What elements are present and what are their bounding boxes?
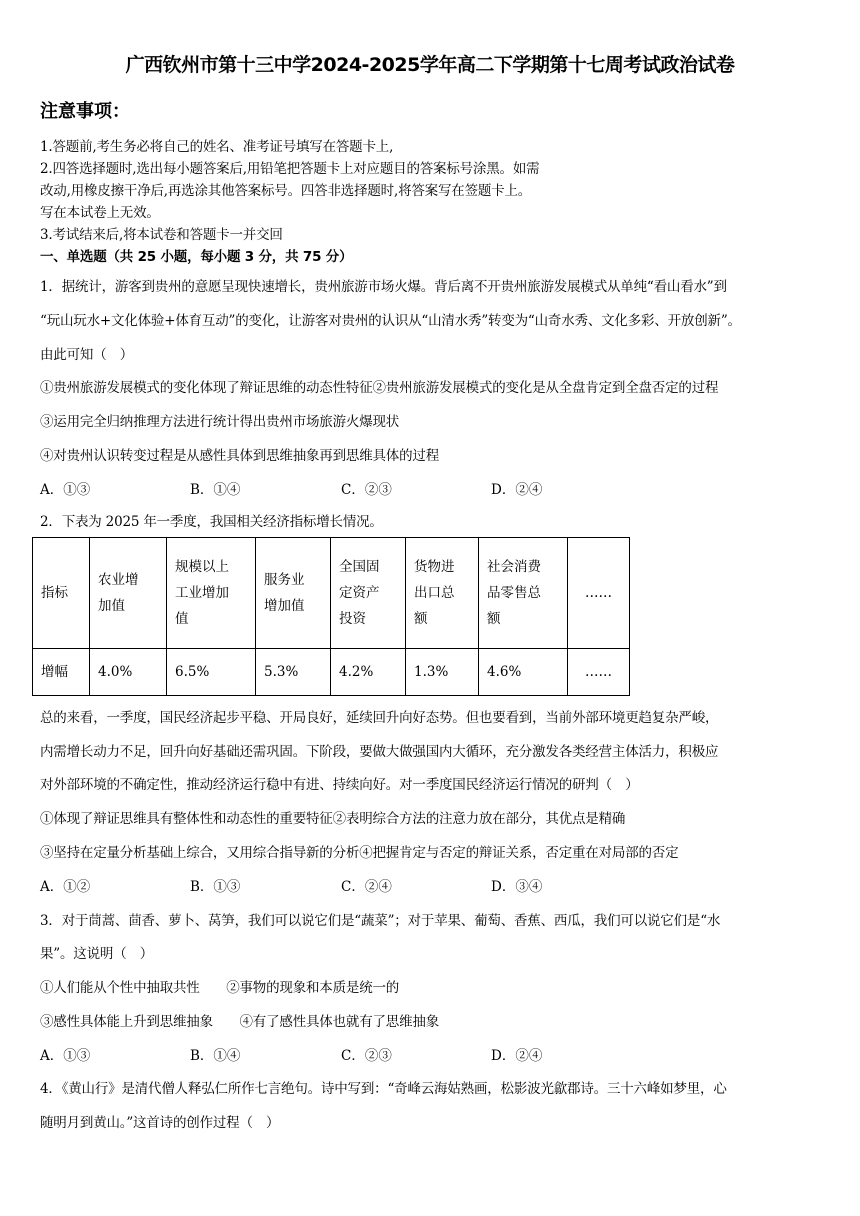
option-d[interactable]: D．③④: [491, 879, 543, 895]
q2-intro: 2．下表为 2025 年一季度，我国相关经济指标增长情况。: [40, 514, 383, 530]
notice-line: 2.四答选择题时,选出每小题答案后,用铅笔把答题卡上对应题目的答案标号涂黑。如需: [40, 161, 540, 177]
table-cell: 1.3%: [406, 649, 479, 696]
q1-statement: ③运用完全归纳推理方法进行统计得出贵州市场旅游火爆现状: [40, 414, 400, 430]
q2-statement: ③坚持在定量分析基础上综合，又用综合指导新的分析④把握肯定与否定的辩证关系，否定重在对局部的否定: [40, 845, 679, 861]
table-cell: 4.2%: [331, 649, 406, 696]
q4-stem-line: 4．《黄山行》是清代僧人释弘仁所作七言绝句。诗中写到：“奇峰云海姑熟画，松影波光歙郡诗。三十六峰如梦里，心: [40, 1081, 727, 1097]
q1-statement: ①贵州旅游发展模式的变化体现了辩证思维的动态性特征②贵州旅游发展模式的变化是从全盘肯定到全盘否定的过程: [40, 380, 719, 396]
q2-stem-line: 对外部环境的不确定性，推动经济运行稳中有进、持续向好。对一季度国民经济运行情况的研判（ ）: [40, 777, 639, 793]
table-cell: ……: [568, 649, 630, 696]
option-a[interactable]: A．①③: [40, 482, 91, 498]
option-b[interactable]: B．①④: [190, 482, 241, 498]
notice-line: 改动,用橡皮擦干净后,再选涂其他答案标号。四答非选择题时,将答案写在签题卡上。: [40, 183, 532, 199]
table-header-cell: 社会消费 品零售总 额: [479, 538, 568, 649]
q2-stem-line: 内需增长动力不足，回升向好基础还需巩固。下阶段，要做大做强国内大循环，充分激发各类经营主体活力，积极应: [40, 744, 719, 760]
option-c[interactable]: C．②③: [341, 482, 392, 498]
q3-stem-line: 3．对于茼蒿、茴香、萝卜、莴笋，我们可以说它们是“蔬菜”；对于苹果、葡萄、香蕉、西瓜，我们可以说它们是“水: [40, 913, 721, 929]
option-d[interactable]: D．②④: [491, 482, 543, 498]
table-header-cell: 农业增 加值: [90, 538, 167, 649]
q3-statement: ③感性具体能上升到思维抽象 ④有了感性具体也就有了思维抽象: [40, 1014, 439, 1030]
notice-line: 3.考试结来后,将本试卷和答题卡一并交回: [40, 227, 283, 243]
exam-title: 广西钦州市第十三中学2024-2025学年高二下学期第十七周考试政治试卷: [125, 54, 735, 76]
table-header-cell: 货物进 出口总 额: [406, 538, 479, 649]
option-c[interactable]: C．②③: [341, 1048, 392, 1064]
option-d[interactable]: D．②④: [491, 1048, 543, 1064]
table-header-cell: 规模以上 工业增加 值: [167, 538, 256, 649]
table-header-cell: ……: [568, 538, 630, 649]
table-cell: 6.5%: [167, 649, 256, 696]
notice-heading: 注意事项：: [40, 101, 130, 122]
q2-stem-line: 总的来看，一季度，国民经济起步平稳、开局良好，延续回升向好态势。但也要看到，当前外部环境更趋复杂严峻，: [40, 710, 719, 726]
option-c[interactable]: C．②④: [341, 879, 392, 895]
option-b[interactable]: B．①④: [190, 1048, 241, 1064]
q2-statement: ①体现了辩证思维具有整体性和动态性的重要特征②表明综合方法的注意力放在部分，其优点是精确: [40, 811, 626, 827]
q1-stem-line: “玩山玩水+文化体验+体育互动”的变化，让游客对贵州的认识从“山清水秀”转变为“山奇水秀、文化多彩、开放创新”。: [40, 313, 741, 329]
q3-statement: ①人们能从个性中抽取共性 ②事物的现象和本质是统一的: [40, 980, 400, 996]
option-b[interactable]: B．①③: [190, 879, 241, 895]
indicator-table: [32, 537, 630, 696]
notice-line: 写在本试卷上无效。: [40, 205, 160, 221]
table-cell: 5.3%: [256, 649, 331, 696]
table-cell: 4.6%: [479, 649, 568, 696]
table-header-cell: 指标: [33, 538, 90, 649]
q4-stem-line: 随明月到黄山。”这首诗的创作过程（ ）: [40, 1115, 280, 1131]
notice-line: 1.答题前,考生务必将自己的姓名、准考证号填写在答题卡上,: [40, 139, 394, 155]
table-header-cell: 全国固 定资产 投资: [331, 538, 406, 649]
table-cell: 增幅: [33, 649, 90, 696]
table-cell: 4.0%: [90, 649, 167, 696]
option-a[interactable]: A．①②: [40, 879, 91, 895]
q3-stem-line: 果”。这说明（ ）: [40, 946, 154, 962]
q1-stem-line: 1．据统计，游客到贵州的意愿呈现快速增长，贵州旅游市场火爆。背后离不开贵州旅游发展模式从单纯“看山看水”到: [40, 279, 727, 295]
q1-stem-line: 由此可知（ ）: [40, 347, 134, 363]
q1-statement: ④对贵州认识转变过程是从感性具体到思维抽象再到思维具体的过程: [40, 448, 439, 464]
section-heading: 一、单选题（共 25 小题，每小题 3 分，共 75 分）: [40, 249, 353, 265]
option-a[interactable]: A．①③: [40, 1048, 91, 1064]
table-header-cell: 服务业 增加值: [256, 538, 331, 649]
